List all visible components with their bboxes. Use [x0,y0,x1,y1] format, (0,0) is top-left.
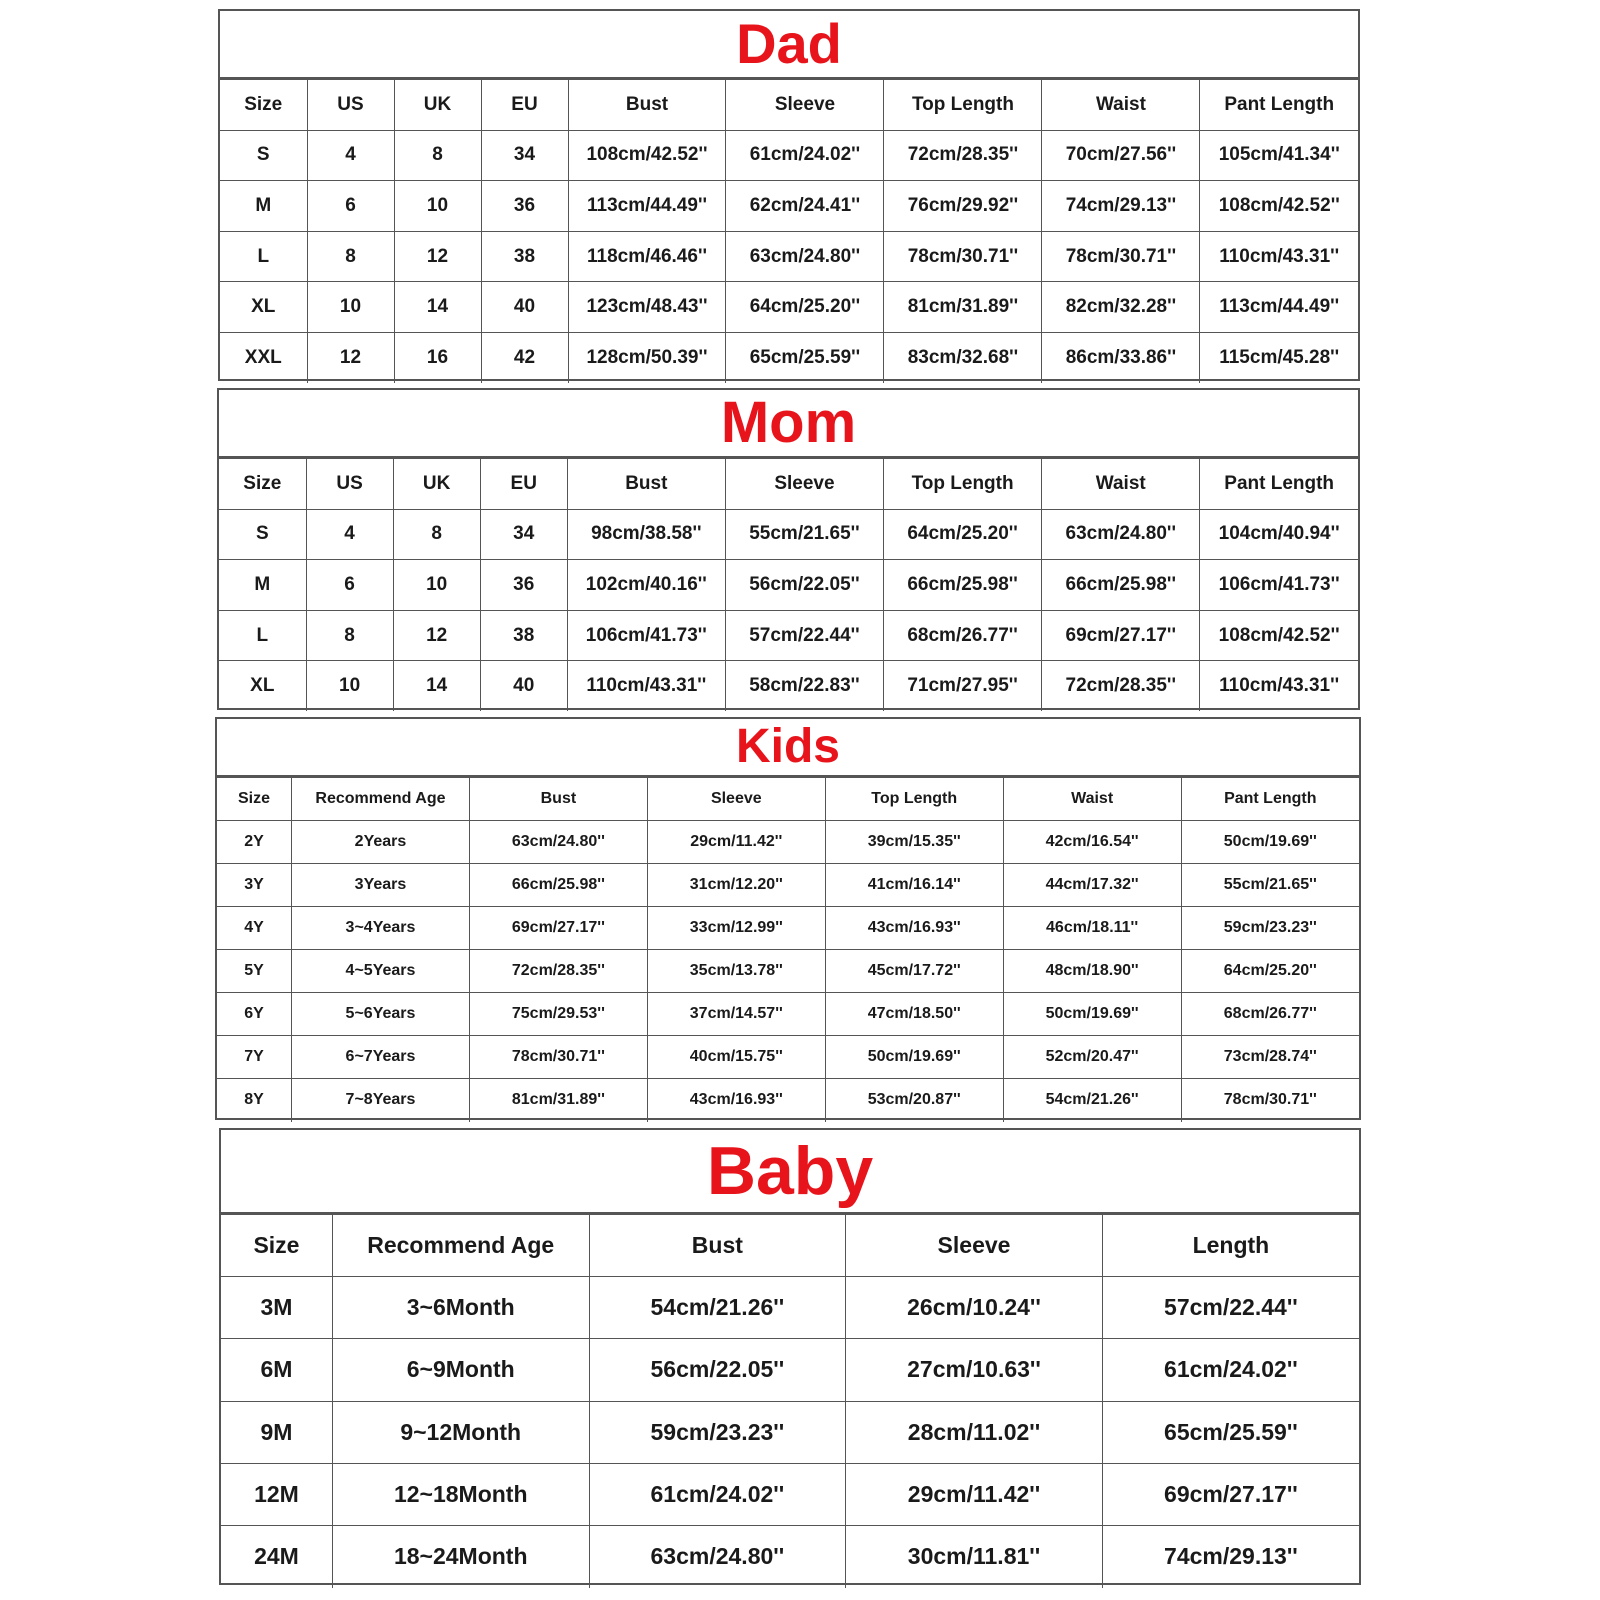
table-row [221,1525,1359,1587]
table-cell: 6 [306,560,393,611]
table-row [219,661,1358,712]
table-cell: 41cm/16.14'' [825,864,1003,907]
table-row [217,1079,1359,1122]
column-header: Waist [1042,459,1200,510]
dad-size-chart [218,9,1360,381]
table-cell: 56cm/22.05'' [725,560,883,611]
table-cell: 108cm/42.52'' [1200,610,1358,661]
table-cell: 64cm/25.20'' [884,509,1042,560]
table-cell: 7~8Years [292,1079,470,1122]
table-cell: M [220,181,307,232]
table-cell: 27cm/10.63'' [846,1339,1103,1401]
table-cell: 3M [221,1277,332,1339]
table-cell: 50cm/19.69'' [1003,993,1181,1036]
table-cell: 35cm/13.78'' [647,950,825,993]
table-cell: 63cm/24.80'' [589,1525,846,1587]
table-cell: 73cm/28.74'' [1181,1036,1359,1079]
column-header: Recommend Age [332,1215,589,1277]
table-cell: 3Y [217,864,292,907]
table-cell: 66cm/25.98'' [1042,560,1200,611]
table-cell: 78cm/30.71'' [469,1036,647,1079]
table-cell: 4~5Years [292,950,470,993]
table-row [220,130,1358,181]
table-cell: S [220,130,307,181]
table-cell: 6~7Years [292,1036,470,1079]
table-cell: 110cm/43.31'' [1200,231,1358,282]
table-cell: 42cm/16.54'' [1003,821,1181,864]
table-cell: 115cm/45.28'' [1200,332,1358,383]
table-cell: 10 [393,560,480,611]
table-cell: 102cm/40.16'' [567,560,725,611]
table-cell: 70cm/27.56'' [1042,130,1200,181]
column-header: Length [1102,1215,1359,1277]
table-cell: 40 [481,282,568,333]
table-cell: 8 [307,231,394,282]
table-cell: XL [219,661,306,712]
table-cell: 36 [481,181,568,232]
column-header: Top Length [884,80,1042,131]
table-cell: 10 [306,661,393,712]
table-cell: 36 [480,560,567,611]
kids-size-chart [215,717,1361,1120]
table-cell: 65cm/25.59'' [726,332,884,383]
table-cell: 74cm/29.13'' [1042,181,1200,232]
baby-chart-title: Baby [221,1130,1359,1214]
table-cell: 4 [306,509,393,560]
baby-size-chart [219,1128,1361,1585]
table-cell: 50cm/19.69'' [825,1036,1003,1079]
baby-size-table [221,1214,1359,1588]
table-cell: 4Y [217,907,292,950]
table-cell: 118cm/46.46'' [568,231,726,282]
table-cell: 26cm/10.24'' [846,1277,1103,1339]
table-cell: 65cm/25.59'' [1102,1401,1359,1463]
table-cell: 105cm/41.34'' [1200,130,1358,181]
table-cell: L [220,231,307,282]
column-header: Size [220,80,307,131]
table-cell: 69cm/27.17'' [1102,1463,1359,1525]
table-cell: 61cm/24.02'' [726,130,884,181]
table-row [217,1036,1359,1079]
table-cell: 10 [307,282,394,333]
table-row [221,1401,1359,1463]
table-cell: 9M [221,1401,332,1463]
table-cell: 78cm/30.71'' [1181,1079,1359,1122]
table-cell: 44cm/17.32'' [1003,864,1181,907]
table-cell: 61cm/24.02'' [589,1463,846,1525]
dad-chart-title: Dad [220,11,1358,79]
kids-chart-title: Kids [217,719,1359,777]
table-cell: 54cm/21.26'' [589,1277,846,1339]
table-cell: 37cm/14.57'' [647,993,825,1036]
table-cell: 110cm/43.31'' [1200,661,1358,712]
table-row [221,1339,1359,1401]
table-cell: 3~4Years [292,907,470,950]
table-cell: 5~6Years [292,993,470,1036]
table-cell: 46cm/18.11'' [1003,907,1181,950]
table-row [219,509,1358,560]
table-cell: 29cm/11.42'' [846,1463,1103,1525]
table-row [221,1277,1359,1339]
table-cell: 59cm/23.23'' [589,1401,846,1463]
table-cell: 33cm/12.99'' [647,907,825,950]
table-cell: 12 [394,231,481,282]
column-header: Bust [567,459,725,510]
table-cell: 2Years [292,821,470,864]
table-row [220,181,1358,232]
column-header: Bust [589,1215,846,1277]
table-cell: 12M [221,1463,332,1525]
table-cell: 83cm/32.68'' [884,332,1042,383]
column-header: Waist [1042,80,1200,131]
table-row [219,610,1358,661]
table-cell: 78cm/30.71'' [884,231,1042,282]
column-header: EU [481,80,568,131]
table-cell: 53cm/20.87'' [825,1079,1003,1122]
table-cell: 18~24Month [332,1525,589,1587]
column-header: Bust [469,778,647,821]
table-cell: 108cm/42.52'' [568,130,726,181]
table-cell: 47cm/18.50'' [825,993,1003,1036]
table-cell: 106cm/41.73'' [567,610,725,661]
baby-header-row [221,1215,1359,1277]
table-cell: 16 [394,332,481,383]
table-cell: 104cm/40.94'' [1200,509,1358,560]
table-cell: 81cm/31.89'' [884,282,1042,333]
table-cell: 63cm/24.80'' [1042,509,1200,560]
column-header: Pant Length [1200,80,1358,131]
table-cell: 43cm/16.93'' [647,1079,825,1122]
column-header: Pant Length [1200,459,1358,510]
table-cell: 42 [481,332,568,383]
table-cell: 72cm/28.35'' [469,950,647,993]
table-cell: 82cm/32.28'' [1042,282,1200,333]
table-cell: 64cm/25.20'' [1181,950,1359,993]
mom-size-chart [217,388,1360,710]
table-cell: 55cm/21.65'' [725,509,883,560]
table-cell: 108cm/42.52'' [1200,181,1358,232]
table-cell: 55cm/21.65'' [1181,864,1359,907]
table-cell: 66cm/25.98'' [884,560,1042,611]
table-cell: 56cm/22.05'' [589,1339,846,1401]
table-cell: 8 [306,610,393,661]
table-cell: 71cm/27.95'' [884,661,1042,712]
column-header: Top Length [884,459,1042,510]
table-cell: 6 [307,181,394,232]
table-cell: 57cm/22.44'' [1102,1277,1359,1339]
table-cell: 43cm/16.93'' [825,907,1003,950]
table-cell: 110cm/43.31'' [567,661,725,712]
table-row [221,1463,1359,1525]
table-cell: 28cm/11.02'' [846,1401,1103,1463]
table-cell: 6Y [217,993,292,1036]
table-cell: 61cm/24.02'' [1102,1339,1359,1401]
table-cell: 68cm/26.77'' [884,610,1042,661]
table-cell: 12 [307,332,394,383]
table-cell: M [219,560,306,611]
table-cell: 12~18Month [332,1463,589,1525]
table-cell: 72cm/28.35'' [884,130,1042,181]
table-cell: 63cm/24.80'' [726,231,884,282]
table-row [217,821,1359,864]
table-cell: 34 [480,509,567,560]
table-cell: 2Y [217,821,292,864]
table-cell: S [219,509,306,560]
table-cell: 113cm/44.49'' [568,181,726,232]
table-cell: XXL [220,332,307,383]
column-header: Recommend Age [292,778,470,821]
dad-header-row [220,80,1358,131]
table-cell: 113cm/44.49'' [1200,282,1358,333]
table-cell: 74cm/29.13'' [1102,1525,1359,1587]
table-cell: 9~12Month [332,1401,589,1463]
column-header: Sleeve [725,459,883,510]
dad-size-table [220,79,1358,383]
table-cell: 64cm/25.20'' [726,282,884,333]
table-cell: 40 [480,661,567,712]
table-row [217,950,1359,993]
column-header: Pant Length [1181,778,1359,821]
column-header: Size [221,1215,332,1277]
table-cell: 98cm/38.58'' [567,509,725,560]
table-cell: 52cm/20.47'' [1003,1036,1181,1079]
column-header: Top Length [825,778,1003,821]
table-cell: XL [220,282,307,333]
table-cell: 38 [481,231,568,282]
table-cell: 78cm/30.71'' [1042,231,1200,282]
table-cell: 40cm/15.75'' [647,1036,825,1079]
table-row [220,332,1358,383]
column-header: Sleeve [726,80,884,131]
table-cell: 24M [221,1525,332,1587]
mom-header-row [219,459,1358,510]
column-header: UK [394,80,481,131]
table-cell: 8 [393,509,480,560]
table-row [219,560,1358,611]
table-cell: 68cm/26.77'' [1181,993,1359,1036]
table-cell: 63cm/24.80'' [469,821,647,864]
table-cell: 59cm/23.23'' [1181,907,1359,950]
column-header: Waist [1003,778,1181,821]
column-header: US [307,80,394,131]
table-cell: 69cm/27.17'' [469,907,647,950]
column-header: US [306,459,393,510]
table-cell: 58cm/22.83'' [725,661,883,712]
column-header: Sleeve [647,778,825,821]
table-cell: 10 [394,181,481,232]
table-cell: 128cm/50.39'' [568,332,726,383]
table-cell: 62cm/24.41'' [726,181,884,232]
table-cell: 31cm/12.20'' [647,864,825,907]
table-cell: 14 [393,661,480,712]
table-cell: 38 [480,610,567,661]
table-cell: 5Y [217,950,292,993]
table-cell: 30cm/11.81'' [846,1525,1103,1587]
table-cell: 6~9Month [332,1339,589,1401]
table-row [217,907,1359,950]
table-cell: 3Years [292,864,470,907]
table-cell: 50cm/19.69'' [1181,821,1359,864]
table-cell: 8 [394,130,481,181]
table-cell: 6M [221,1339,332,1401]
table-cell: 106cm/41.73'' [1200,560,1358,611]
table-cell: 75cm/29.53'' [469,993,647,1036]
table-cell: 8Y [217,1079,292,1122]
table-row [217,993,1359,1036]
table-cell: 72cm/28.35'' [1042,661,1200,712]
column-header: Size [219,459,306,510]
table-cell: 39cm/15.35'' [825,821,1003,864]
table-cell: 69cm/27.17'' [1042,610,1200,661]
table-cell: 48cm/18.90'' [1003,950,1181,993]
table-cell: 76cm/29.92'' [884,181,1042,232]
table-cell: 54cm/21.26'' [1003,1079,1181,1122]
column-header: Size [217,778,292,821]
table-cell: 66cm/25.98'' [469,864,647,907]
table-cell: 34 [481,130,568,181]
mom-chart-title: Mom [219,390,1358,458]
kids-size-table [217,777,1359,1122]
table-row [220,231,1358,282]
table-cell: 7Y [217,1036,292,1079]
table-cell: 81cm/31.89'' [469,1079,647,1122]
table-cell: 57cm/22.44'' [725,610,883,661]
table-cell: 123cm/48.43'' [568,282,726,333]
column-header: Sleeve [846,1215,1103,1277]
table-cell: 29cm/11.42'' [647,821,825,864]
table-cell: 45cm/17.72'' [825,950,1003,993]
table-cell: 4 [307,130,394,181]
table-cell: 14 [394,282,481,333]
table-cell: 12 [393,610,480,661]
table-cell: L [219,610,306,661]
kids-header-row [217,778,1359,821]
mom-size-table [219,458,1358,711]
column-header: UK [393,459,480,510]
table-row [220,282,1358,333]
table-cell: 3~6Month [332,1277,589,1339]
column-header: EU [480,459,567,510]
table-cell: 86cm/33.86'' [1042,332,1200,383]
column-header: Bust [568,80,726,131]
table-row [217,864,1359,907]
